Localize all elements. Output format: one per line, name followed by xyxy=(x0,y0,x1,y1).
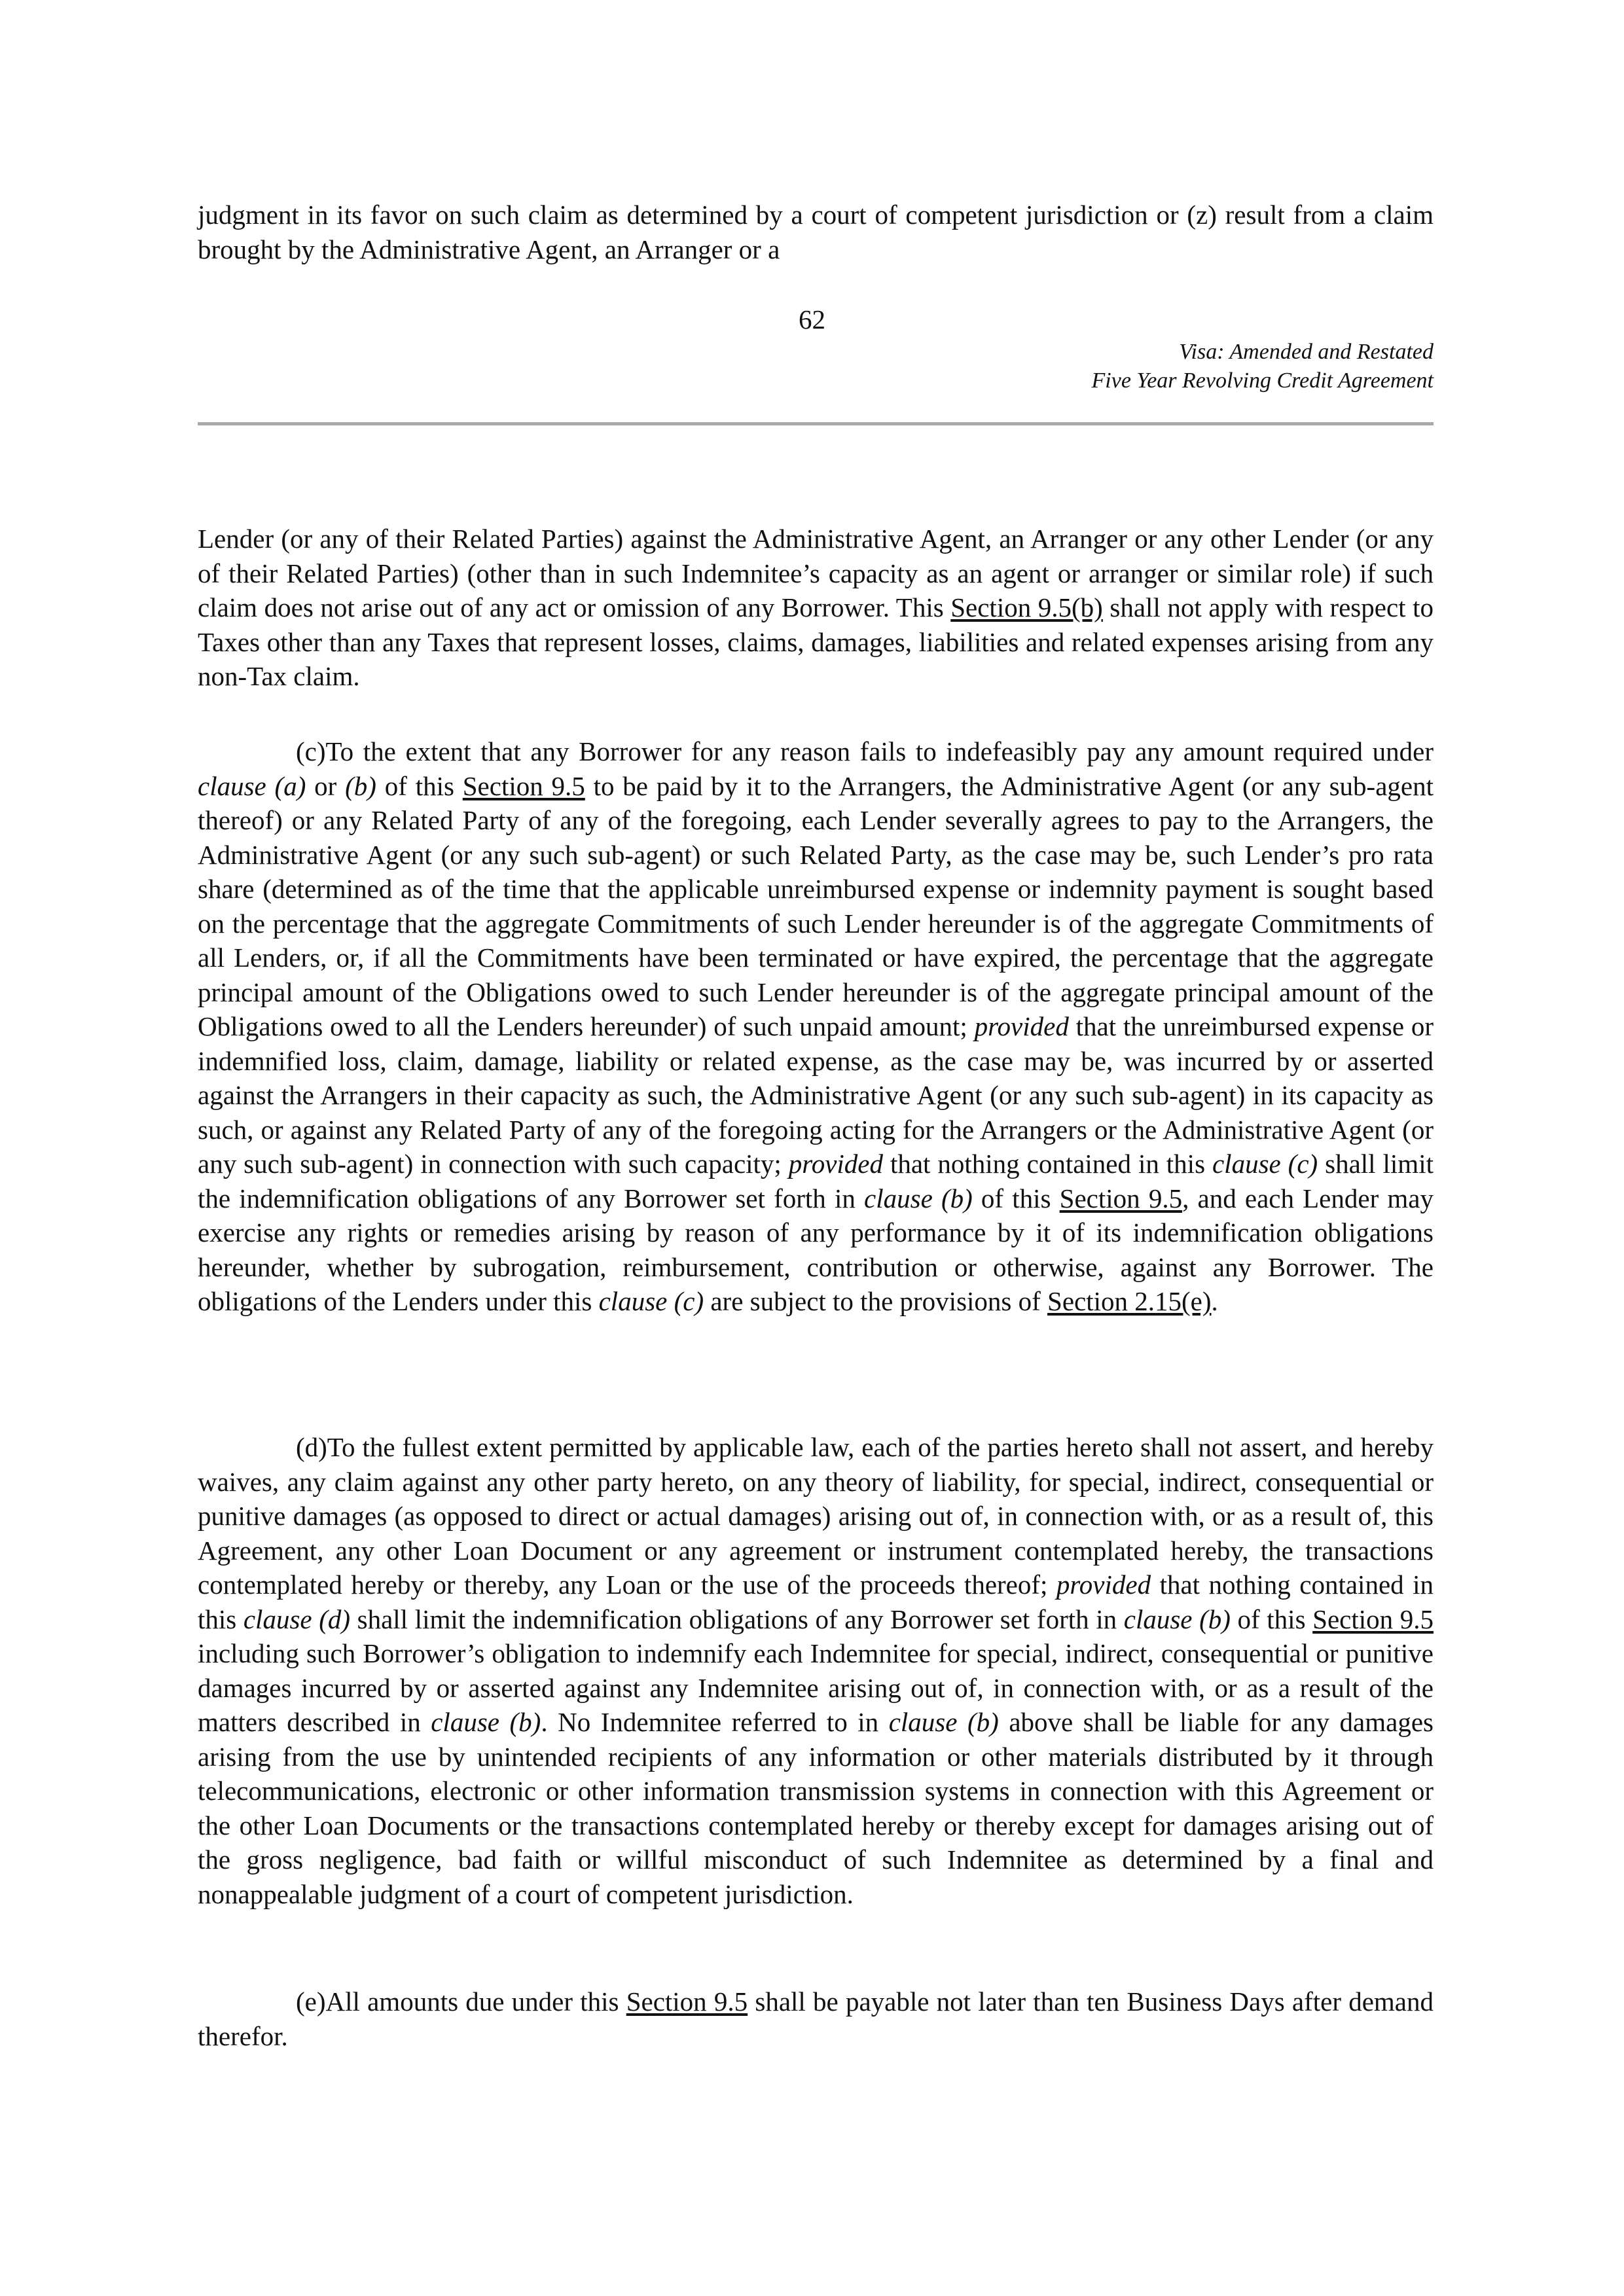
text-run: shall be payable not later than ten Business Days after demand therefor. xyxy=(198,1986,1434,2051)
italic-term: provided xyxy=(974,1011,1069,1041)
text-run: shall limit the indemnification obligations of any Borrower set forth in xyxy=(198,1149,1434,1213)
continuation-paragraph xyxy=(198,522,1434,694)
text-run: Lender (or any of their Related Parties) against the Administrative Agent, an Arranger or any other Lender (or any of their Related Parties) (other than in such Indemnitee’s capacity as an agent or arranger or similar role) if such claim does not arise out of any act or omission of any Borrower. This xyxy=(198,524,1434,622)
text-run: of this xyxy=(972,1183,1060,1213)
text-run: to be paid by it to the Arrangers, the Administrative Agent (or any sub-agent thereof) or any Related Party of any of the foregoing, each Lender severally agrees to pay to the Arrangers, the Administrative Agent (or any such sub-agent) or such Related Party, as the case may be, such Lender’s pro rata share (determined as of the time that the applicable unreimbursed expense or indemnity payment is sought based on the percentage that the aggregate Commitments of such Lender hereunder is of the aggregate Commitments of all Lenders, or, if all the Commitments have been terminated or have expired, the percentage that the aggregate principal amount of the Obligations owed to such Lender hereunder is of the aggregate principal amount of the Obligations owed to all the Lenders hereunder) of such unpaid amount; xyxy=(198,770,1434,1041)
text-run: . No Indemnitee referred to in xyxy=(541,1707,889,1737)
text-run: including such Borrower’s obligation to indemnify each Indemnitee for special, indirect, consequential or punitive damages incurred by or asserted against any Indemnitee arising out of, in connection with, or as a result of the matters described in xyxy=(198,1638,1434,1737)
text-run: or xyxy=(306,770,346,801)
text-run: (e)All amounts due under this xyxy=(296,1986,626,2017)
text-run: (c)To the extent that any Borrower for any reason fails to indefeasibly pay any amount required under xyxy=(296,736,1434,766)
text-run: are subject to the provisions of xyxy=(704,1286,1048,1316)
italic-term: clause (d) xyxy=(243,1604,351,1634)
text-run: above shall be liable for any damages arising from the use by unintended recipients of any information or other materials distributed by it through telecommunications, electronic or other information transmission systems in connection with this Agreement or the other Loan Documents or the transactions contemplated hereby or thereby except for damages arising out of the gross negligence, bad faith or willful misconduct of such Indemnitee as determined by a final and nonappealable judgment of a court of competent jurisdiction. xyxy=(198,1707,1434,1909)
page-number: 62 xyxy=(799,304,825,334)
clause-c-paragraph xyxy=(198,734,1434,1319)
section-reference-link[interactable]: Section 9.5 xyxy=(462,770,585,801)
text-run: that the unreimbursed expense or indemnified loss, claim, damage, liability or related expense, as the case may be, was incurred by or asserted against the Arrangers in their capacity as such, the Administrative Agent (or any such sub-agent) in its capacity as such, or against any Related Party of any of the foregoing acting for the Arrangers or the Administrative Agent (or any such sub-agent) in connection with such capacity; xyxy=(198,1011,1434,1179)
italic-term: (b) xyxy=(345,770,376,801)
italic-term: provided xyxy=(1056,1570,1151,1600)
text-run: of this xyxy=(376,770,463,801)
text-run: (d)To the fullest extent permitted by applicable law, each of the parties hereto shall not assert, and hereby waives, any claim against any other party hereto, on any theory of liability, for special, indirect, consequential or punitive damages (as opposed to direct or actual damages) arising out of, in connection with, or as a result of, this Agreement, any other Loan Document or any agreement or instrument contemplated hereby, the transactions contemplated hereby or thereby, any Loan or the use of the proceeds thereof; xyxy=(198,1432,1434,1600)
text-run: , and each Lender may exercise any rights or remedies arising by reason of any performance by it of its indemnification obligations hereunder, whether by subrogation, reimbursement, contribution or otherwise, against any Borrower. The obligations of the Lenders under this xyxy=(198,1183,1434,1316)
text-run: that nothing contained in this xyxy=(198,1570,1434,1634)
text-run: . xyxy=(1211,1286,1218,1316)
text-run: shall limit the indemnification obligations of any Borrower set forth in xyxy=(350,1604,1124,1634)
top-fragment-text: judgment in its favor on such claim as determined by a court of competent jurisdiction or (z) result from a claim brought by the Administrative Agent, an Arranger or a xyxy=(198,200,1434,264)
clause-e-paragraph xyxy=(198,1984,1434,2053)
italic-term: clause (c) xyxy=(598,1286,704,1316)
italic-term: clause (a) xyxy=(198,770,306,801)
italic-term: clause (c) xyxy=(1212,1149,1318,1179)
clause-d-paragraph xyxy=(198,1430,1434,1911)
section-reference-link[interactable]: Section 9.5(b) xyxy=(950,592,1103,622)
header-divider xyxy=(198,422,1434,425)
section-reference-link[interactable]: Section 2.15(e) xyxy=(1047,1286,1212,1316)
running-header-line-2: Five Year Revolving Credit Agreement xyxy=(1091,368,1434,393)
text-run: shall not apply with respect to Taxes other than any Taxes that represent losses, claims, damages, liabilities and related expenses arising from any non-Tax claim. xyxy=(198,592,1434,691)
italic-term: clause (b) xyxy=(431,1707,541,1737)
italic-term: provided xyxy=(788,1149,884,1179)
running-header xyxy=(1092,338,1434,395)
section-reference-link[interactable]: Section 9.5 xyxy=(626,1986,748,2017)
section-reference-link[interactable]: Section 9.5 xyxy=(1059,1183,1183,1213)
section-reference-link[interactable]: Section 9.5 xyxy=(1312,1604,1434,1634)
top-fragment-paragraph xyxy=(198,198,1434,266)
running-header-line-1: Visa: Amended and Restated xyxy=(1179,340,1434,364)
italic-term: clause (b) xyxy=(1123,1604,1231,1634)
italic-term: clause (b) xyxy=(888,1707,999,1737)
text-run: of this xyxy=(1230,1604,1313,1634)
text-run: that nothing contained in this xyxy=(883,1149,1212,1179)
italic-term: clause (b) xyxy=(864,1183,973,1213)
